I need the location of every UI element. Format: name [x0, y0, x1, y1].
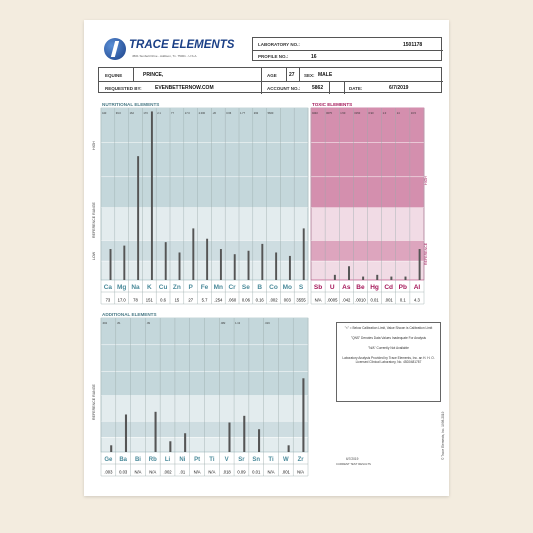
- additional-symbol-sr: Sr: [238, 457, 245, 463]
- additional-bar-ni: [184, 433, 186, 452]
- reference-range-label-additional: REFERENCE RANGE: [92, 384, 96, 420]
- additional-bar-v: [228, 423, 230, 452]
- requested-by: EVENBETTERNOW.COM: [155, 85, 214, 91]
- equine-name: PRINCE,: [143, 72, 164, 78]
- reference-range-label: REFERENCE RANGE: [92, 202, 96, 238]
- nutritional-bar-na: [137, 156, 139, 280]
- nutritional-bar-cu: [165, 242, 167, 280]
- additional-result-bi: N/A: [134, 469, 142, 475]
- toxic-bar-pb: [405, 277, 407, 280]
- additional-symbol-ti: Ti: [209, 457, 215, 463]
- account-no-label: ACCOUNT NO.:: [267, 85, 301, 91]
- toxic-symbol-sb: Sb: [313, 284, 323, 291]
- additional-bar-sr: [243, 416, 245, 452]
- nutritional-top-value: 5660: [267, 112, 274, 115]
- toxic-symbol-pb: Pb: [398, 284, 407, 291]
- nutritional-symbol-mo: Mo: [282, 284, 292, 291]
- sex-label: SEX:: [304, 72, 315, 78]
- additional-top-value: .082: [220, 322, 226, 325]
- company-address: 4501 Sunbelt Drive - Addison, Tx. 75001 - U.S.A.: [132, 54, 198, 58]
- additional-symbol-ni: Ni: [179, 457, 186, 463]
- low-label-left: LOW: [92, 251, 96, 260]
- laboratory-no: 1501178: [403, 41, 423, 48]
- nutritional-symbol-cr: Cr: [228, 284, 236, 291]
- laboratory-no-label: LABORATORY NO.:: [258, 42, 300, 47]
- toxic-bar-cd: [390, 277, 392, 280]
- nutritional-symbol-mn: Mn: [213, 284, 223, 291]
- toxic-result-pb: 0.1: [399, 297, 406, 303]
- toxic-result-sb: N/A: [314, 297, 322, 303]
- nutritional-symbol-se: Se: [241, 284, 250, 291]
- toxic-result-al: 4.3: [414, 297, 420, 303]
- additional-result-ti: N/A: [208, 469, 216, 475]
- reference-label-right: REFERENCE: [424, 242, 428, 265]
- additional-result-rb: N/A: [149, 469, 157, 475]
- toxic-top-value: 0150: [354, 112, 361, 115]
- report-sheet: [84, 20, 449, 496]
- additional-result-pt: N/A: [193, 469, 201, 475]
- nutritional-bar-fe: [206, 239, 208, 280]
- toxic-top-value: 1.50: [340, 112, 346, 115]
- toxic-heading: TOXIC ELEMENTS: [312, 102, 353, 107]
- additional-bar-rb: [155, 412, 157, 452]
- nutritional-top-value: 1.77: [240, 112, 246, 115]
- nutritional-top-value: 77: [171, 112, 174, 115]
- nutritional-bar-k: [151, 111, 153, 280]
- age-label: AGE: [267, 72, 277, 78]
- additional-bar-li: [169, 441, 171, 452]
- additional-result-ti: N/A: [267, 469, 275, 475]
- nutritional-top-value: 2.1: [157, 112, 161, 115]
- additional-bar-sn: [258, 429, 260, 452]
- additional-symbol-ti: Ti: [268, 457, 274, 463]
- toxic-result-cd: .001: [384, 297, 393, 303]
- additional-symbol-rb: Rb: [148, 457, 157, 463]
- additional-result-ba: 0.03: [119, 469, 128, 475]
- sex-value: MALE: [318, 72, 333, 78]
- nutritional-bar-mg: [123, 246, 125, 280]
- additional-result-sr: 0.09: [237, 469, 246, 475]
- toxic-top-value: 1.0: [382, 112, 387, 115]
- nutritional-symbol-mg: Mg: [117, 284, 127, 291]
- footer-copyright: © Trace Elements, Inc. 1998-2019: [441, 411, 445, 460]
- nutritional-bar-co: [275, 252, 277, 280]
- nutritional-chart: [84, 20, 449, 496]
- nutritional-heading: NUTRITIONAL ELEMENTS: [102, 102, 160, 107]
- toxic-top-value: 14: [396, 112, 400, 115]
- additional-top-value: .81: [116, 322, 121, 325]
- nutritional-top-value: .26: [212, 112, 217, 115]
- additional-bar-w: [288, 445, 290, 452]
- profile-no: 16: [311, 53, 317, 60]
- nutritional-bar-zn: [179, 252, 181, 280]
- additional-result-sn: 0.01: [252, 469, 261, 475]
- toxic-bar-hg: [376, 275, 378, 280]
- additional-result-ni: .01: [179, 469, 186, 475]
- toxic-top-value: 0.90: [368, 112, 374, 115]
- toxic-symbol-al: Al: [413, 284, 421, 291]
- additional-top-value: .002: [102, 322, 108, 325]
- nutritional-bar-ca: [110, 249, 112, 280]
- additional-symbol-sn: Sn: [252, 457, 261, 463]
- additional-symbol-ge: Ge: [104, 457, 113, 463]
- additional-result-li: .002: [163, 469, 172, 475]
- toxic-result-u: .0005: [326, 297, 338, 303]
- nutritional-result-cu: 0.6: [160, 297, 167, 303]
- nutritional-bar-p: [192, 228, 194, 280]
- additional-top-value: .09: [146, 322, 150, 325]
- nutritional-result-se: 0.06: [241, 297, 250, 303]
- nutritional-result-mg: 17.0: [117, 297, 126, 303]
- additional-symbol-bi: Bi: [134, 457, 141, 463]
- toxic-bar-be: [362, 277, 364, 280]
- additional-top-value: 1.13: [235, 322, 241, 325]
- toxic-top-value: 16.5: [410, 112, 416, 115]
- legend-lab-info: Laboratory Analysis Provided by Trace Elements, Inc. an H. H. O. Licensed Clinical Laboratory, No. 45D0481787: [342, 356, 435, 364]
- additional-symbol-ba: Ba: [119, 457, 128, 463]
- nutritional-bar-mo: [289, 256, 291, 280]
- additional-symbol-li: Li: [164, 457, 171, 463]
- nutritional-result-s: 3555: [296, 297, 306, 303]
- nutritional-symbol-na: Na: [131, 284, 140, 291]
- toxic-bar-al: [419, 249, 421, 280]
- nutritional-result-mn: .254: [214, 297, 223, 303]
- nutritional-high-band: [101, 108, 308, 208]
- nutritional-top-value: 162: [129, 112, 134, 115]
- toxic-bar-u: [334, 275, 336, 280]
- toxic-result-as: .042: [342, 297, 351, 303]
- legend-note-below-calibration: "<" = Below Calibration Limit, Value Shown is Calibration Limit: [344, 326, 433, 330]
- nutritional-bar-se: [248, 251, 250, 280]
- toxic-symbol-u: U: [329, 284, 335, 291]
- legend-note-qns: "QNS" Denotes Data Values Inadequate For Analysis: [350, 336, 427, 340]
- footer-date: 6/7/2019: [346, 457, 359, 461]
- nutritional-bar-b: [261, 244, 263, 280]
- date-label: DATE:: [349, 85, 363, 91]
- additional-bar-zr: [302, 378, 304, 452]
- nutritional-result-cr: .060: [228, 297, 237, 303]
- nutritional-symbol-co: Co: [269, 284, 278, 291]
- toxic-symbol-hg: Hg: [370, 284, 379, 291]
- company-name: TRACE ELEMENTS: [129, 39, 235, 51]
- nutritional-top-value: 17.0: [184, 112, 190, 115]
- additional-top-value: .019: [264, 322, 270, 325]
- profile-no-label: PROFILE NO.:: [258, 54, 289, 59]
- nutritional-top-value: 0.66: [226, 112, 232, 115]
- requested-by-label: REQUESTED BY:: [105, 85, 142, 91]
- additional-heading: ADDITIONAL ELEMENTS: [102, 312, 157, 317]
- nutritional-result-mo: 003: [283, 297, 291, 303]
- toxic-bar-as: [348, 266, 350, 280]
- nutritional-result-zn: 15: [174, 297, 180, 303]
- report-date: 6/7/2019: [389, 85, 409, 91]
- nutritional-bar-mn: [220, 249, 222, 280]
- toxic-top-value: 0240: [312, 112, 318, 115]
- additional-bar-ba: [125, 414, 127, 452]
- nutritional-symbol-b: B: [257, 284, 263, 291]
- additional-result-ge: .003: [104, 469, 113, 475]
- nutritional-symbol-zn: Zn: [172, 284, 181, 291]
- toxic-top-value: 0075: [326, 112, 332, 115]
- nutritional-symbol-k: K: [146, 284, 152, 291]
- nutritional-symbol-cu: Cu: [158, 284, 168, 291]
- nutritional-bar-s: [303, 228, 305, 280]
- nutritional-top-value: 2.000: [198, 112, 206, 115]
- legend-note-na: "N/A" Currently Not Available: [368, 346, 409, 350]
- nutritional-result-na: 78: [133, 297, 138, 303]
- additional-symbol-pt: Pt: [194, 457, 201, 463]
- nutritional-symbol-fe: Fe: [200, 284, 209, 291]
- toxic-symbol-be: Be: [356, 284, 365, 291]
- nutritional-symbol-p: P: [188, 284, 193, 291]
- high-label-left: HIGH: [92, 141, 96, 150]
- additional-symbol-zr: Zr: [297, 457, 304, 463]
- nutritional-symbol-ca: Ca: [103, 284, 113, 291]
- additional-symbol-w: W: [282, 457, 289, 463]
- nutritional-bar-cr: [234, 254, 236, 280]
- additional-result-w: .001: [281, 469, 290, 475]
- nutritional-top-value: 173: [143, 112, 148, 115]
- nutritional-top-value: 293: [253, 112, 259, 115]
- footer-current: CURRENT TEST RESULTS: [336, 462, 371, 466]
- high-label-right: HIGH: [424, 176, 428, 185]
- equine-label: EQUINE: [105, 72, 123, 78]
- additional-symbol-v: V: [224, 457, 229, 463]
- additional-result-zr: N/A: [297, 469, 305, 475]
- nutritional-result-co: .002: [269, 297, 278, 303]
- nutritional-result-b: 0.16: [255, 297, 264, 303]
- nutritional-top-value: 443: [102, 112, 107, 115]
- additional-bar-ge: [110, 445, 112, 452]
- additional-result-v: .018: [222, 469, 231, 475]
- nutritional-symbol-s: S: [298, 284, 304, 291]
- toxic-result-be: .0010: [355, 297, 366, 303]
- toxic-result-hg: 0.01: [370, 297, 379, 303]
- legend-box: [336, 322, 441, 402]
- nutritional-top-value: 39.0: [115, 112, 121, 115]
- nutritional-result-fe: 5.7: [201, 297, 208, 303]
- nutritional-result-k: 151: [145, 297, 153, 303]
- nutritional-result-p: 27: [188, 297, 194, 303]
- toxic-symbol-cd: Cd: [384, 284, 394, 291]
- nutritional-result-ca: 73: [105, 297, 111, 303]
- account-no: 5862: [312, 85, 324, 91]
- age-value: 27: [289, 72, 295, 78]
- toxic-symbol-as: As: [342, 284, 351, 291]
